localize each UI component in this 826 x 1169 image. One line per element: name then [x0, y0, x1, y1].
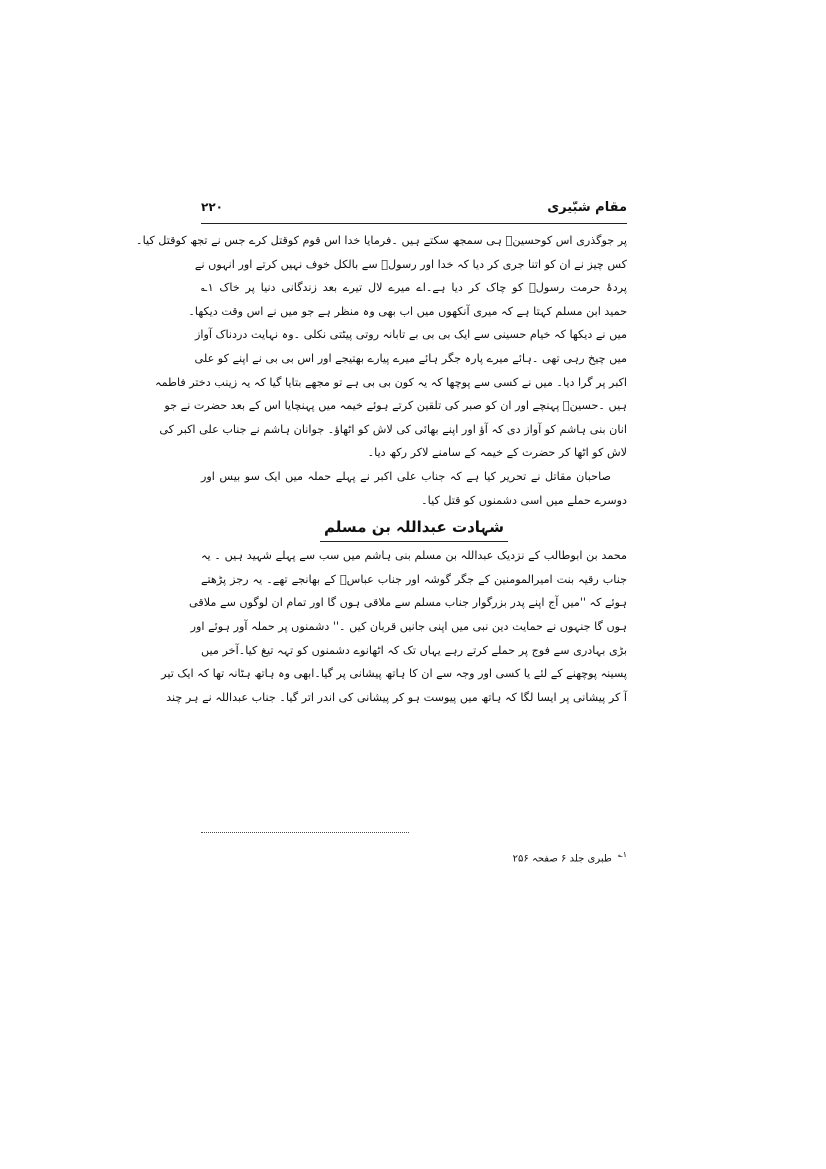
text-line: اکبر پر گرا دیا۔ میں نے کسی سے پوچھا کہ یہ کون بی بی ہے تو مجھے بتایا گیا کہ یہ زینب دختر فاطمہ — [155, 375, 627, 389]
text-line: جناب رقیہ بنت امیرالمومنین کے جگر گوشہ اور جناب عباسؑ کے بھانجے تھے۔ یہ رجز پڑھتے — [201, 572, 627, 586]
text-line: آ کر پیشانی پر ایسا لگا کہ ہاتھ میں پیوست ہو کر پیشانی کی اندر اتر گیا۔ جناب عبداللہ نے ہر چند — [166, 690, 627, 704]
text-line: پر جوگذری اس کوحسینؑ ہی سمجھ سکتے ہیں ۔فرمایا خدا اس قوم کوقتل کرے جس نے تجھ کوقتل کیا۔ — [136, 234, 627, 247]
footnote-text: طبری جلد ۶ صفحہ ۲۵۶ — [512, 853, 612, 865]
text-line: ہوئے کہ ''میں آج اپنے پدر بزرگوار جناب مسلم سے ملاقی ہوں گا اور تمام ان لوگوں سے ملاقی — [189, 596, 627, 610]
text-line: کس چیز نے ان کو اتنا جری کر دیا کہ خدا اور رسولؐ سے بالکل خوف نہیں کرتے اور انہوں نے — [194, 257, 627, 271]
paragraph-3 — [161, 544, 627, 709]
text-line: حمید ابن مسلم کہتا ہے کہ میری آنکھوں میں اب بھی وہ منظر ہے جو میں نے اس وقت دیکھا۔ — [188, 304, 627, 318]
header-divider — [201, 223, 627, 224]
text-line: پسینہ پوچھنے کے لئے یا کسی اور وجہ سے ان کا ہاتھ پیشانی پر گیا۔ابھی وہ ہاتھ ہٹانہ تھا کہ ایک تیر — [161, 667, 627, 681]
text-line: دوسرے حملے میں اسی دشمنوں کو قتل کیا۔ — [421, 493, 627, 507]
book-page — [136, 196, 627, 896]
text-line: ہوں گا جنہوں نے حمایت دین نبی میں اپنی جانیں قربان کیں ۔'' دشمنوں پر حملہ آور ہوئے اور — [190, 619, 627, 633]
section-heading-text: شہادت عبداللہ بن مسلم — [320, 514, 508, 542]
footnote — [513, 850, 627, 864]
page-body — [136, 229, 627, 709]
text-line: صاحبان مقاتل نے تحریر کیا ہے کہ جناب علی اکبر نے پہلے حملہ میں ایک سو بیس اور — [201, 469, 611, 483]
page-header — [201, 196, 627, 222]
page-number: ۲۲۰ — [201, 200, 223, 214]
text-line: لاش کو اٹھا کر حضرت کے خیمہ کے سامنے لاکر رکھ دیا۔ — [367, 446, 627, 460]
book-title: مقام شبّیری — [547, 200, 627, 215]
footnote-divider — [201, 832, 409, 833]
text-line: محمد بن ابوطالب کے نزدیک عبداللہ بن مسلم بنی ہاشم میں سب سے پہلے شہید ہیں ۔ یہ — [201, 549, 627, 563]
section-heading — [201, 514, 627, 540]
text-line: انان بنی ہاشم کو آواز دی کہ آؤ اور اپنے بھائی کی لاش کو اٹھاؤ۔ جوانان ہاشم نے جناب علی اکبر کی — [159, 422, 627, 436]
footnote-marker: ۱؎ — [618, 850, 627, 859]
text-line: پردۂ حرمت رسولؐ کو چاک کر دیا ہے۔اے میرے لال تیرے بعد زندگانی دنیا پر خاک ۱؎ — [201, 281, 627, 295]
paragraph-2 — [201, 465, 627, 512]
text-line: میں چیخ رہی تھی ۔ہائے میرے پارہ جگر ہائے میرے پیارے بھتیجے اور اس بی بی نے اپنے کو علی — [194, 351, 627, 365]
paragraph-1 — [136, 229, 627, 465]
text-line: بڑی بہادری سے فوج پر حملے کرتے رہے یہاں تک کہ اٹھانوے دشمنوں کو تہہ تیغ کیا۔آخر میں — [201, 643, 627, 657]
text-line: میں نے دیکھا کہ خیام حسینی سے ایک بی بی بے تابانہ روتی پیٹتی نکلی ۔وہ نہایت دردناک آواز — [194, 328, 627, 342]
text-line: ہیں ۔حسینؑ پہنچے اور ان کو صبر کی تلقین کرتے ہوئے خیمہ میں پہنچایا اس کے بعد حضرت نے جو — [164, 399, 627, 413]
